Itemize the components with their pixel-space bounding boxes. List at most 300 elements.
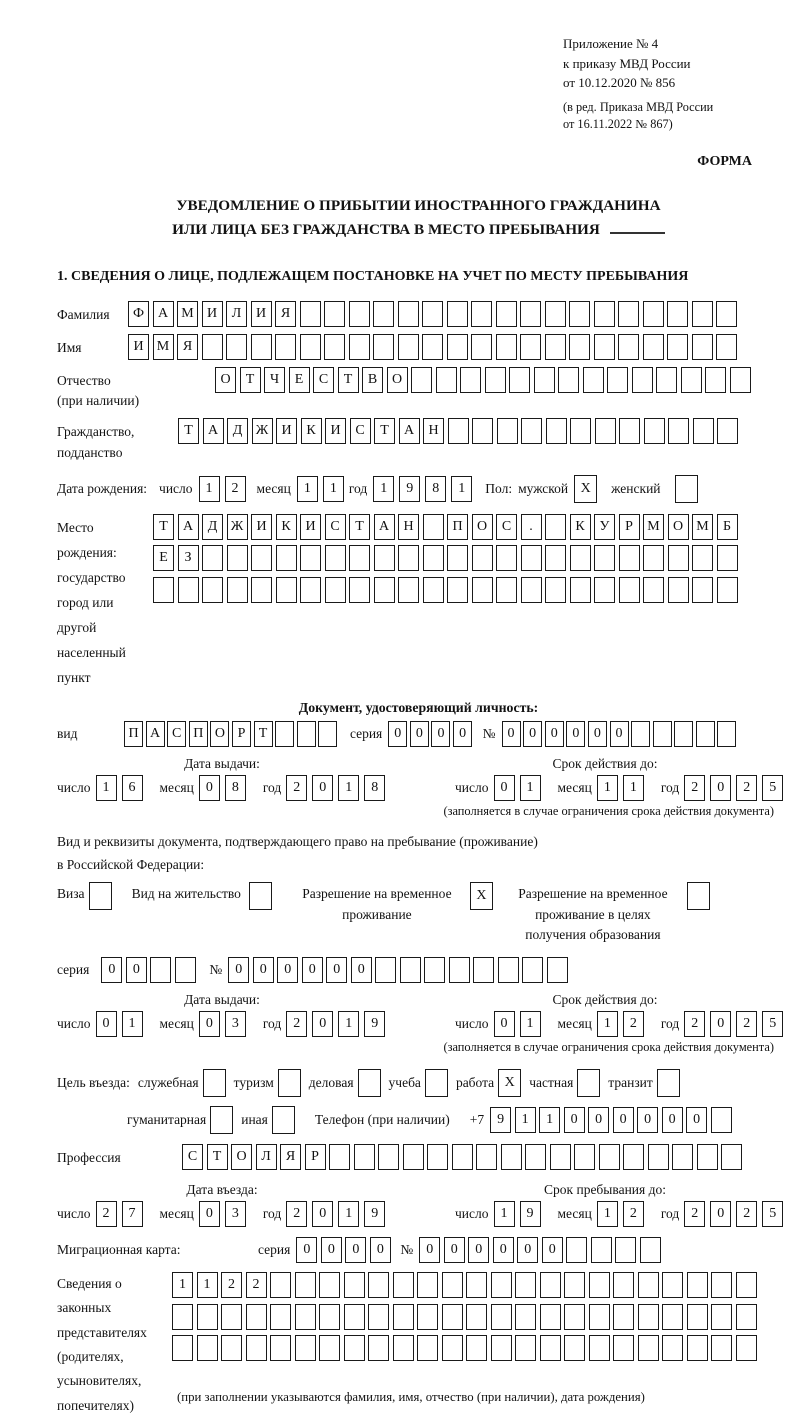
char-box[interactable]: [643, 334, 664, 360]
char-box[interactable]: [644, 418, 665, 444]
char-box[interactable]: Т: [254, 721, 273, 747]
checkbox-cell[interactable]: X: [470, 882, 493, 910]
char-box[interactable]: 1: [494, 1201, 515, 1227]
char-box[interactable]: [447, 334, 468, 360]
migcard-number-field[interactable]: [419, 1237, 664, 1263]
char-box[interactable]: [466, 1272, 487, 1298]
char-box[interactable]: М: [643, 514, 664, 540]
char-box[interactable]: 1: [451, 476, 472, 502]
char-box[interactable]: [640, 1237, 661, 1263]
char-box[interactable]: Я: [280, 1144, 301, 1170]
char-box[interactable]: [496, 334, 517, 360]
char-box[interactable]: [711, 1107, 732, 1133]
char-box[interactable]: .: [521, 514, 542, 540]
staydoc-valid-day[interactable]: [494, 1011, 546, 1037]
char-box[interactable]: 0: [710, 1201, 731, 1227]
char-box[interactable]: [705, 367, 726, 393]
char-box[interactable]: [424, 957, 445, 983]
char-box[interactable]: [466, 1304, 487, 1330]
char-box[interactable]: [521, 545, 542, 571]
char-box[interactable]: [423, 545, 444, 571]
char-box[interactable]: 3: [225, 1201, 246, 1227]
char-box[interactable]: [672, 1144, 693, 1170]
char-box[interactable]: [591, 1237, 612, 1263]
char-box[interactable]: [324, 301, 345, 327]
char-box[interactable]: [423, 577, 444, 603]
char-box[interactable]: [515, 1272, 536, 1298]
char-box[interactable]: 0: [613, 1107, 634, 1133]
char-box[interactable]: О: [215, 367, 236, 393]
char-box[interactable]: 2: [736, 1011, 757, 1037]
char-box[interactable]: [368, 1272, 389, 1298]
char-box[interactable]: [319, 1304, 340, 1330]
char-box[interactable]: [329, 1144, 350, 1170]
id-valid-year[interactable]: [684, 775, 788, 801]
char-box[interactable]: [150, 957, 171, 983]
checkbox-cell[interactable]: [272, 1106, 295, 1134]
purpose-business-checkbox[interactable]: [358, 1069, 381, 1097]
char-box[interactable]: [599, 1144, 620, 1170]
char-box[interactable]: А: [374, 514, 395, 540]
purpose-other-checkbox[interactable]: [272, 1106, 295, 1134]
char-box[interactable]: [692, 334, 713, 360]
char-box[interactable]: [300, 577, 321, 603]
female-checkbox[interactable]: [675, 475, 698, 503]
char-box[interactable]: [227, 545, 248, 571]
char-box[interactable]: 0: [710, 1011, 731, 1037]
char-box[interactable]: Ч: [264, 367, 285, 393]
char-box[interactable]: [717, 721, 736, 747]
staydoc-issue-day[interactable]: [96, 1011, 148, 1037]
birthplace-field-row3[interactable]: [153, 577, 741, 603]
char-box[interactable]: [711, 1304, 732, 1330]
birth-month-field[interactable]: [297, 476, 349, 502]
char-box[interactable]: 2: [221, 1272, 242, 1298]
char-box[interactable]: [497, 418, 518, 444]
char-box[interactable]: [662, 1272, 683, 1298]
char-box[interactable]: С: [325, 514, 346, 540]
char-box[interactable]: [545, 334, 566, 360]
char-box[interactable]: [638, 1335, 659, 1361]
char-box[interactable]: [525, 1144, 546, 1170]
char-box[interactable]: Т: [374, 418, 395, 444]
char-box[interactable]: Л: [256, 1144, 277, 1170]
char-box[interactable]: С: [350, 418, 371, 444]
char-box[interactable]: [349, 334, 370, 360]
char-box[interactable]: 0: [302, 957, 323, 983]
char-box[interactable]: 1: [597, 775, 618, 801]
char-box[interactable]: 0: [312, 775, 333, 801]
char-box[interactable]: [251, 545, 272, 571]
char-box[interactable]: [349, 545, 370, 571]
char-box[interactable]: [566, 1237, 587, 1263]
char-box[interactable]: [472, 418, 493, 444]
char-box[interactable]: 0: [545, 721, 564, 747]
char-box[interactable]: [595, 418, 616, 444]
char-box[interactable]: [662, 1335, 683, 1361]
char-box[interactable]: [226, 334, 247, 360]
char-box[interactable]: 1: [197, 1272, 218, 1298]
char-box[interactable]: [594, 334, 615, 360]
char-box[interactable]: [398, 334, 419, 360]
char-box[interactable]: 0: [468, 1237, 489, 1263]
char-box[interactable]: [594, 577, 615, 603]
char-box[interactable]: [570, 418, 591, 444]
char-box[interactable]: 0: [564, 1107, 585, 1133]
char-box[interactable]: О: [387, 367, 408, 393]
char-box[interactable]: [436, 367, 457, 393]
migcard-series-field[interactable]: [296, 1237, 394, 1263]
char-box[interactable]: [344, 1304, 365, 1330]
char-box[interactable]: 1: [122, 1011, 143, 1037]
char-box[interactable]: [275, 334, 296, 360]
char-box[interactable]: 2: [684, 1011, 705, 1037]
temp-residence-checkbox[interactable]: [470, 882, 493, 910]
char-box[interactable]: [545, 545, 566, 571]
char-box[interactable]: [496, 545, 517, 571]
char-box[interactable]: [643, 301, 664, 327]
char-box[interactable]: [589, 1304, 610, 1330]
char-box[interactable]: [501, 1144, 522, 1170]
citizenship-field[interactable]: [178, 418, 742, 444]
char-box[interactable]: Л: [226, 301, 247, 327]
char-box[interactable]: [378, 1144, 399, 1170]
char-box[interactable]: [172, 1335, 193, 1361]
profession-field[interactable]: [182, 1144, 746, 1170]
char-box[interactable]: [270, 1272, 291, 1298]
char-box[interactable]: Ж: [252, 418, 273, 444]
char-box[interactable]: [319, 1272, 340, 1298]
char-box[interactable]: 8: [364, 775, 385, 801]
char-box[interactable]: [251, 577, 272, 603]
char-box[interactable]: [667, 334, 688, 360]
id-valid-month[interactable]: [597, 775, 649, 801]
checkbox-cell[interactable]: [278, 1069, 301, 1097]
char-box[interactable]: [656, 367, 677, 393]
char-box[interactable]: И: [251, 514, 272, 540]
char-box[interactable]: [687, 1304, 708, 1330]
char-box[interactable]: 0: [253, 957, 274, 983]
char-box[interactable]: 2: [623, 1201, 644, 1227]
char-box[interactable]: 0: [517, 1237, 538, 1263]
char-box[interactable]: 0: [431, 721, 450, 747]
phone-field[interactable]: [490, 1107, 735, 1133]
char-box[interactable]: 2: [286, 1201, 307, 1227]
char-box[interactable]: [618, 301, 639, 327]
char-box[interactable]: [175, 957, 196, 983]
purpose-study-checkbox[interactable]: [425, 1069, 448, 1097]
entry-month[interactable]: [199, 1201, 251, 1227]
char-box[interactable]: [295, 1335, 316, 1361]
char-box[interactable]: 7: [122, 1201, 143, 1227]
char-box[interactable]: [716, 301, 737, 327]
birthplace-field-row2[interactable]: [153, 545, 741, 571]
char-box[interactable]: 1: [373, 476, 394, 502]
char-box[interactable]: 0: [96, 1011, 117, 1037]
char-box[interactable]: [427, 1144, 448, 1170]
char-box[interactable]: 0: [493, 1237, 514, 1263]
char-box[interactable]: [619, 545, 640, 571]
char-box[interactable]: 1: [96, 775, 117, 801]
char-box[interactable]: [643, 577, 664, 603]
id-valid-day[interactable]: [494, 775, 546, 801]
char-box[interactable]: 2: [684, 775, 705, 801]
char-box[interactable]: [521, 577, 542, 603]
char-box[interactable]: [594, 545, 615, 571]
char-box[interactable]: А: [178, 514, 199, 540]
char-box[interactable]: [545, 514, 566, 540]
char-box[interactable]: [471, 301, 492, 327]
char-box[interactable]: [653, 721, 672, 747]
char-box[interactable]: К: [301, 418, 322, 444]
char-box[interactable]: Я: [177, 334, 198, 360]
char-box[interactable]: 0: [502, 721, 521, 747]
char-box[interactable]: 0: [199, 1201, 220, 1227]
char-box[interactable]: Е: [289, 367, 310, 393]
char-box[interactable]: 6: [122, 775, 143, 801]
name-field[interactable]: [128, 334, 741, 360]
char-box[interactable]: [297, 721, 316, 747]
char-box[interactable]: П: [447, 514, 468, 540]
guardians-field-row1[interactable]: [172, 1272, 760, 1298]
char-box[interactable]: [687, 1272, 708, 1298]
char-box[interactable]: 0: [388, 721, 407, 747]
char-box[interactable]: [515, 1335, 536, 1361]
char-box[interactable]: 0: [419, 1237, 440, 1263]
char-box[interactable]: [270, 1335, 291, 1361]
char-box[interactable]: [613, 1272, 634, 1298]
char-box[interactable]: 0: [228, 957, 249, 983]
guardians-field-row3[interactable]: [172, 1335, 760, 1361]
char-box[interactable]: [178, 577, 199, 603]
char-box[interactable]: [546, 418, 567, 444]
char-box[interactable]: Н: [423, 418, 444, 444]
char-box[interactable]: 0: [312, 1201, 333, 1227]
char-box[interactable]: [736, 1304, 757, 1330]
char-box[interactable]: [324, 334, 345, 360]
char-box[interactable]: [515, 1304, 536, 1330]
char-box[interactable]: И: [251, 301, 272, 327]
char-box[interactable]: [711, 1335, 732, 1361]
char-box[interactable]: В: [362, 367, 383, 393]
char-box[interactable]: [221, 1335, 242, 1361]
char-box[interactable]: И: [128, 334, 149, 360]
char-box[interactable]: [692, 301, 713, 327]
char-box[interactable]: [375, 957, 396, 983]
char-box[interactable]: [522, 957, 543, 983]
char-box[interactable]: [496, 301, 517, 327]
char-box[interactable]: 0: [542, 1237, 563, 1263]
char-box[interactable]: [466, 1335, 487, 1361]
surname-field[interactable]: [128, 301, 741, 327]
char-box[interactable]: [564, 1335, 585, 1361]
id-series-field[interactable]: [388, 721, 474, 747]
char-box[interactable]: [570, 545, 591, 571]
char-box[interactable]: [545, 577, 566, 603]
char-box[interactable]: 2: [246, 1272, 267, 1298]
char-box[interactable]: [550, 1144, 571, 1170]
staydoc-number-field[interactable]: [228, 957, 571, 983]
staydoc-valid-year[interactable]: [684, 1011, 788, 1037]
char-box[interactable]: 0: [199, 775, 220, 801]
char-box[interactable]: [153, 577, 174, 603]
char-box[interactable]: 0: [686, 1107, 707, 1133]
entry-day[interactable]: [96, 1201, 148, 1227]
char-box[interactable]: [295, 1272, 316, 1298]
char-box[interactable]: [471, 334, 492, 360]
char-box[interactable]: 1: [323, 476, 344, 502]
char-box[interactable]: Т: [153, 514, 174, 540]
char-box[interactable]: [393, 1272, 414, 1298]
char-box[interactable]: 2: [96, 1201, 117, 1227]
checkbox-cell[interactable]: X: [574, 475, 597, 503]
char-box[interactable]: А: [146, 721, 165, 747]
char-box[interactable]: [736, 1335, 757, 1361]
male-checkbox[interactable]: [574, 475, 597, 503]
char-box[interactable]: 0: [523, 721, 542, 747]
char-box[interactable]: [692, 545, 713, 571]
char-box[interactable]: 0: [494, 1011, 515, 1037]
char-box[interactable]: [547, 957, 568, 983]
char-box[interactable]: 1: [297, 476, 318, 502]
char-box[interactable]: [638, 1272, 659, 1298]
char-box[interactable]: 0: [588, 721, 607, 747]
char-box[interactable]: [589, 1272, 610, 1298]
checkbox-cell[interactable]: [657, 1069, 680, 1097]
char-box[interactable]: Д: [202, 514, 223, 540]
char-box[interactable]: 1: [338, 1011, 359, 1037]
char-box[interactable]: 0: [199, 1011, 220, 1037]
char-box[interactable]: [447, 577, 468, 603]
id-issue-day[interactable]: [96, 775, 148, 801]
char-box[interactable]: [325, 577, 346, 603]
char-box[interactable]: 0: [588, 1107, 609, 1133]
char-box[interactable]: [736, 1272, 757, 1298]
char-box[interactable]: М: [153, 334, 174, 360]
char-box[interactable]: [693, 418, 714, 444]
education-residence-checkbox[interactable]: [687, 882, 710, 910]
char-box[interactable]: [491, 1304, 512, 1330]
char-box[interactable]: 0: [326, 957, 347, 983]
checkbox-cell[interactable]: X: [498, 1069, 521, 1097]
char-box[interactable]: [496, 577, 517, 603]
char-box[interactable]: А: [153, 301, 174, 327]
char-box[interactable]: 0: [321, 1237, 342, 1263]
staydoc-series-field[interactable]: [101, 957, 199, 983]
char-box[interactable]: [730, 367, 751, 393]
checkbox-cell[interactable]: [210, 1106, 233, 1134]
char-box[interactable]: Д: [227, 418, 248, 444]
char-box[interactable]: [668, 418, 689, 444]
char-box[interactable]: Р: [619, 514, 640, 540]
staydoc-valid-month[interactable]: [597, 1011, 649, 1037]
char-box[interactable]: [411, 367, 432, 393]
char-box[interactable]: [520, 334, 541, 360]
char-box[interactable]: О: [231, 1144, 252, 1170]
char-box[interactable]: 2: [736, 1201, 757, 1227]
char-box[interactable]: [197, 1335, 218, 1361]
char-box[interactable]: [570, 577, 591, 603]
char-box[interactable]: И: [325, 418, 346, 444]
char-box[interactable]: [674, 721, 693, 747]
char-box[interactable]: 0: [296, 1237, 317, 1263]
patronymic-field[interactable]: [215, 367, 754, 393]
char-box[interactable]: 0: [662, 1107, 683, 1133]
char-box[interactable]: [452, 1144, 473, 1170]
char-box[interactable]: [417, 1304, 438, 1330]
char-box[interactable]: [717, 418, 738, 444]
char-box[interactable]: 1: [520, 775, 541, 801]
char-box[interactable]: У: [594, 514, 615, 540]
char-box[interactable]: Р: [305, 1144, 326, 1170]
char-box[interactable]: 1: [597, 1201, 618, 1227]
char-box[interactable]: А: [399, 418, 420, 444]
char-box[interactable]: 0: [566, 721, 585, 747]
char-box[interactable]: [172, 1304, 193, 1330]
char-box[interactable]: Ж: [227, 514, 248, 540]
char-box[interactable]: 0: [101, 957, 122, 983]
char-box[interactable]: 0: [410, 721, 429, 747]
char-box[interactable]: [569, 334, 590, 360]
char-box[interactable]: [202, 545, 223, 571]
char-box[interactable]: Н: [398, 514, 419, 540]
char-box[interactable]: [246, 1335, 267, 1361]
char-box[interactable]: [422, 301, 443, 327]
char-box[interactable]: 0: [710, 775, 731, 801]
char-box[interactable]: 2: [286, 775, 307, 801]
char-box[interactable]: [398, 301, 419, 327]
char-box[interactable]: И: [202, 301, 223, 327]
char-box[interactable]: [398, 545, 419, 571]
char-box[interactable]: [449, 957, 470, 983]
char-box[interactable]: [473, 957, 494, 983]
char-box[interactable]: 0: [610, 721, 629, 747]
char-box[interactable]: И: [300, 514, 321, 540]
char-box[interactable]: [276, 545, 297, 571]
char-box[interactable]: [558, 367, 579, 393]
char-box[interactable]: 1: [515, 1107, 536, 1133]
purpose-transit-checkbox[interactable]: [657, 1069, 680, 1097]
char-box[interactable]: А: [203, 418, 224, 444]
checkbox-cell[interactable]: [687, 882, 710, 910]
char-box[interactable]: [697, 1144, 718, 1170]
char-box[interactable]: [202, 577, 223, 603]
char-box[interactable]: 0: [453, 721, 472, 747]
char-box[interactable]: [319, 1335, 340, 1361]
char-box[interactable]: [574, 1144, 595, 1170]
char-box[interactable]: [623, 1144, 644, 1170]
birthplace-field-row1[interactable]: [153, 514, 741, 540]
id-issue-month[interactable]: [199, 775, 251, 801]
char-box[interactable]: [423, 514, 444, 540]
char-box[interactable]: [417, 1272, 438, 1298]
char-box[interactable]: [631, 721, 650, 747]
purpose-official-checkbox[interactable]: [203, 1069, 226, 1097]
char-box[interactable]: [422, 334, 443, 360]
char-box[interactable]: Я: [275, 301, 296, 327]
char-box[interactable]: [520, 301, 541, 327]
char-box[interactable]: [300, 301, 321, 327]
char-box[interactable]: 1: [597, 1011, 618, 1037]
char-box[interactable]: [491, 1272, 512, 1298]
char-box[interactable]: 0: [312, 1011, 333, 1037]
char-box[interactable]: М: [692, 514, 713, 540]
char-box[interactable]: 1: [172, 1272, 193, 1298]
char-box[interactable]: [521, 418, 542, 444]
char-box[interactable]: [368, 1335, 389, 1361]
stay-until-year[interactable]: [684, 1201, 788, 1227]
char-box[interactable]: О: [472, 514, 493, 540]
